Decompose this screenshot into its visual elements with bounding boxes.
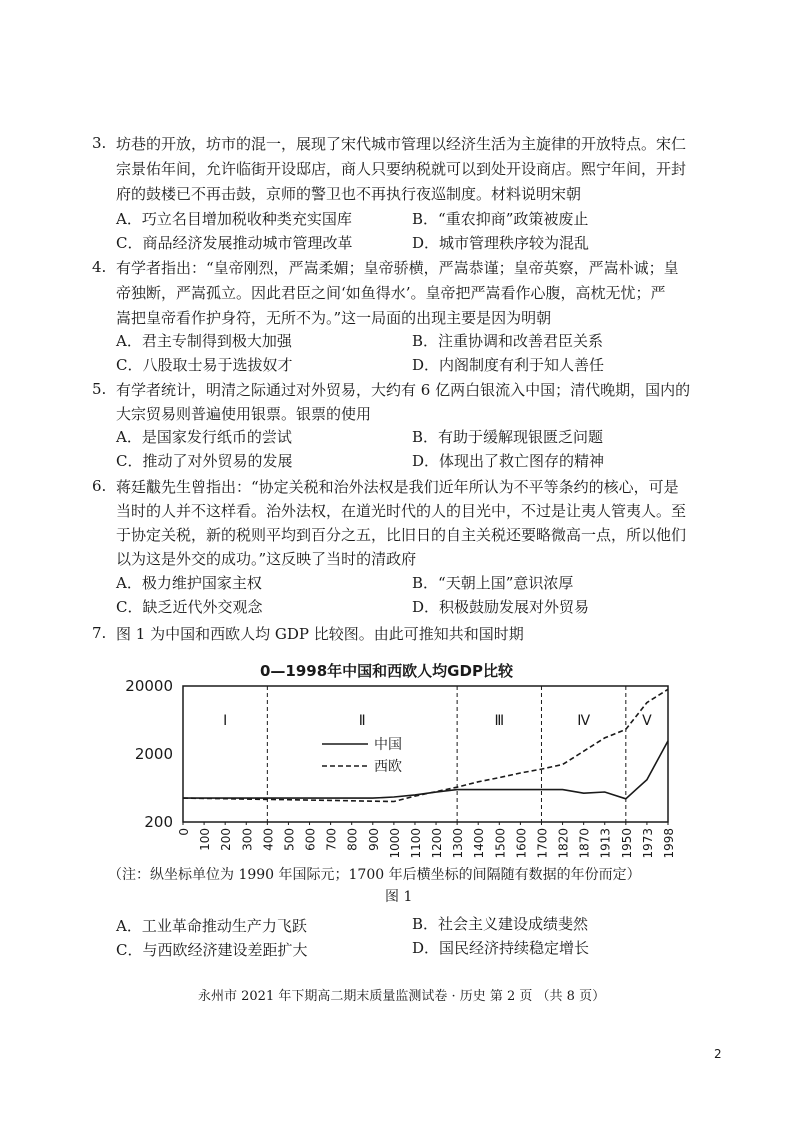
x-tick-label: 100 bbox=[198, 828, 213, 851]
x-tick-label: 900 bbox=[366, 828, 381, 851]
option-d: D．内阁制度有利于知人善任 bbox=[412, 356, 605, 374]
x-tick-label: 1870 bbox=[577, 828, 592, 859]
y-tick-label: 200 bbox=[144, 813, 173, 831]
option-b: B．社会主义建设成绩斐然 bbox=[412, 915, 589, 933]
question-text-line: 当时的人并不这样看。治外法权，在道光时代的人的目光中，不过是让夷人管夷人。至 bbox=[116, 502, 687, 520]
x-tick-label: 1200 bbox=[430, 828, 445, 859]
gdp-comparison-chart bbox=[0, 674, 794, 874]
option-b: B．“天朝上国”意识浓厚 bbox=[412, 574, 574, 592]
question-text-line: 嵩把皇帝看作护身符，无所不为。”这一局面的出现主要是因为明朝 bbox=[116, 309, 552, 327]
x-tick-label: 600 bbox=[303, 828, 318, 851]
y-tick-label: 20000 bbox=[125, 677, 173, 695]
option-a: A．是国家发行纸币的尝试 bbox=[116, 428, 292, 446]
x-tick-label: 1600 bbox=[514, 828, 529, 859]
figure-label: 图 1 bbox=[385, 889, 413, 905]
question-number: 6. bbox=[92, 477, 107, 495]
question-text-line: 有学者指出：“皇帝刚烈，严嵩柔媚；皇帝骄横，严嵩恭谨；皇帝英察，严嵩朴诚；皇 bbox=[116, 259, 679, 277]
question-number: 7. bbox=[92, 624, 107, 642]
x-tick-label: 400 bbox=[261, 828, 276, 851]
x-tick-label: 1950 bbox=[619, 828, 634, 859]
question-text-line: 蒋廷黻先生曾指出：“协定关税和治外法权是我们近年所认为不平等条约的核心，可是 bbox=[116, 478, 679, 496]
x-tick-label: 1913 bbox=[598, 828, 613, 859]
x-tick-label: 1000 bbox=[387, 828, 402, 859]
question-text-line: 坊巷的开放，坊市的混一，展现了宋代城市管理以经济生活为主旋律的开放特点。宋仁 bbox=[116, 135, 687, 153]
option-d: D．国民经济持续稳定增长 bbox=[412, 939, 590, 957]
x-tick-label: 200 bbox=[219, 828, 234, 851]
question-text-line: 图 1 为中国和西欧人均 GDP 比较图。由此可推知共和国时期 bbox=[116, 625, 524, 643]
option-d: D．积极鼓励发展对外贸易 bbox=[412, 598, 590, 616]
period-label: Ⅱ bbox=[358, 713, 366, 729]
option-a: A．工业革命推动生产力飞跃 bbox=[116, 917, 307, 935]
period-label: Ⅲ bbox=[494, 713, 505, 729]
x-tick-label: 1500 bbox=[493, 828, 508, 859]
chart-note: （注：纵坐标单位为 1990 年国际元；1700 年后横坐标的间隔随有数据的年份而定） bbox=[108, 867, 641, 883]
option-d: D．城市管理秩序较为混乱 bbox=[412, 234, 590, 252]
legend-label: 西欧 bbox=[374, 759, 402, 775]
option-c: C．商品经济发展推动城市管理改革 bbox=[116, 234, 353, 252]
x-tick-label: 0 bbox=[177, 828, 191, 836]
x-tick-label: 1400 bbox=[472, 828, 487, 859]
option-b: B．注重协调和改善君臣关系 bbox=[412, 332, 604, 350]
period-label: Ⅴ bbox=[642, 713, 652, 729]
option-d: D．体现出了救亡图存的精神 bbox=[412, 452, 605, 470]
question-text-line: 宗景佑年间，允许临街开设邸店，商人只要纳税就可以到处开设商店。熙宁年间，开封 bbox=[116, 160, 687, 178]
question-number: 4. bbox=[92, 258, 107, 276]
question-text-line: 府的鼓楼已不再击鼓，京师的警卫也不再执行夜巡制度。材料说明宋朝 bbox=[116, 185, 582, 203]
question-text-line: 以为这是外交的成功。”这反映了当时的清政府 bbox=[116, 550, 417, 568]
page-footer: 永州市 2021 年下期高二期末质量监测试卷 · 历史 第 2 页 （共 8 页） bbox=[198, 989, 606, 1004]
option-c: C．与西欧经济建设差距扩大 bbox=[116, 941, 308, 959]
plot-frame bbox=[183, 686, 668, 822]
x-tick-label: 1998 bbox=[662, 828, 676, 859]
series-line bbox=[183, 689, 668, 801]
question-number: 3. bbox=[92, 134, 107, 152]
x-tick-label: 1300 bbox=[451, 828, 466, 859]
period-label: Ⅳ bbox=[577, 713, 591, 729]
question-number: 5. bbox=[92, 380, 107, 398]
x-tick-label: 1100 bbox=[408, 828, 423, 859]
x-tick-label: 1820 bbox=[556, 828, 571, 859]
x-tick-label: 1700 bbox=[535, 828, 550, 859]
question-text-line: 有学者统计，明清之际通过对外贸易，大约有 6 亿两白银流入中国；清代晚期，国内的 bbox=[116, 381, 691, 399]
question-text-line: 于协定关税，新的税则平均到百分之五，比旧日的自主关税还要略微高一点，所以他们 bbox=[116, 526, 687, 544]
question-text-line: 大宗贸易则普遍使用银票。银票的使用 bbox=[116, 405, 372, 423]
x-tick-label: 1973 bbox=[640, 828, 655, 859]
option-a: A．君主专制得到极大加强 bbox=[116, 332, 292, 350]
page-number: 2 bbox=[714, 1047, 722, 1061]
option-c: C．缺乏近代外交观念 bbox=[116, 598, 263, 616]
option-a: A．极力维护国家主权 bbox=[116, 574, 262, 592]
option-b: B．有助于缓解现银匮乏问题 bbox=[412, 428, 604, 446]
option-a: A．巧立名目增加税收种类充实国库 bbox=[116, 210, 352, 228]
y-tick-label: 2000 bbox=[134, 745, 173, 763]
option-c: C．八股取士易于选拔奴才 bbox=[116, 356, 293, 374]
option-b: B．“重农抑商”政策被废止 bbox=[412, 210, 589, 228]
x-tick-label: 500 bbox=[282, 828, 297, 851]
option-c: C．推动了对外贸易的发展 bbox=[116, 452, 293, 470]
x-tick-label: 300 bbox=[240, 828, 255, 851]
chart-title: 0—1998年中国和西欧人均GDP比较 bbox=[260, 662, 513, 680]
x-tick-label: 800 bbox=[345, 828, 360, 851]
question-text-line: 帝独断，严嵩孤立。因此君臣之间‘如鱼得水’。皇帝把严嵩看作心腹，高枕无忧；严 bbox=[116, 284, 666, 302]
period-label: Ⅰ bbox=[223, 713, 228, 729]
x-tick-label: 700 bbox=[324, 828, 339, 851]
legend-label: 中国 bbox=[374, 737, 402, 753]
series-line bbox=[183, 741, 668, 799]
